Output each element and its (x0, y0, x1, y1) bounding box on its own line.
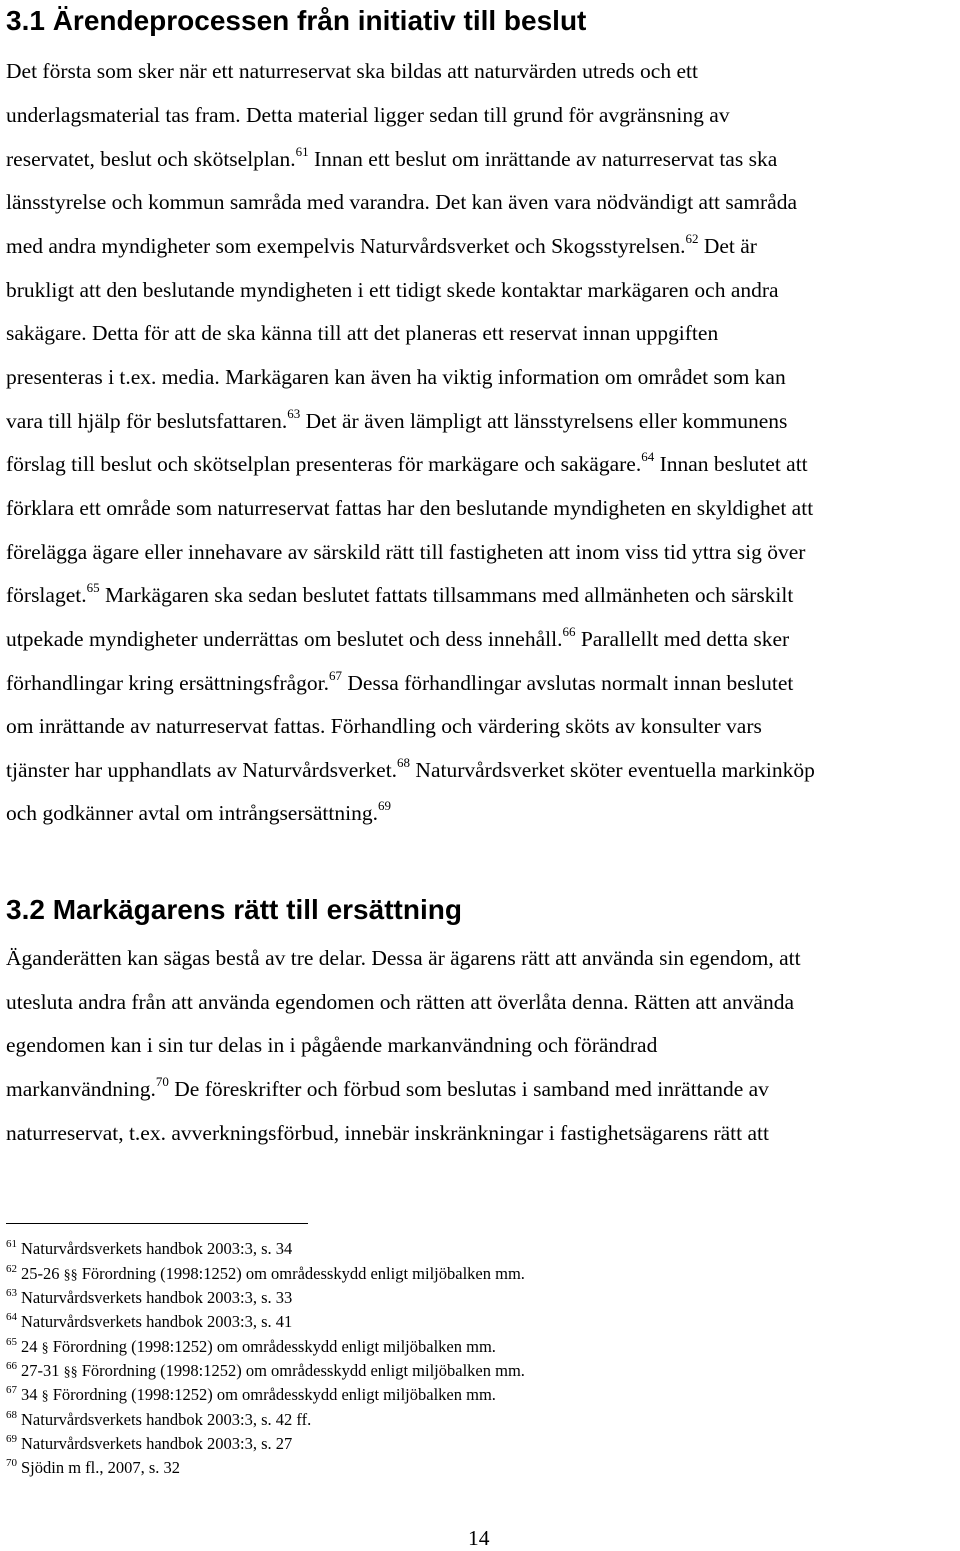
footnote: $^{65}$ 24 § Förordning (1998:1252) om områdesskydd enligt miljöbalken mm. (6, 1336, 496, 1356)
footnote: $^{61}$ Naturvårdsverkets handbok 2003:3, s. 34 (6, 1238, 293, 1258)
text-line: om inrättande av naturreservat fattas. Förhandling och värdering sköts av konsulter vars (6, 714, 762, 738)
text-line: förelägga ägare eller innehavare av särskild rätt till fastigheten att inom viss tid yttra sig över (6, 540, 806, 564)
text-line: förklara ett område som naturreservat fattas har den beslutande myndigheten en skyldighet att (6, 496, 814, 520)
text-line: underlagsmaterial tas fram. Detta material ligger sedan till grund för avgränsning av (6, 103, 730, 127)
text-line: naturreservat, t.ex. avverkningsförbud, innebär inskränkningar i fastighetsägarens rätt att (6, 1121, 769, 1145)
footnote: $^{70}$ Sjödin m fl., 2007, s. 32 (6, 1457, 181, 1477)
text-line: tjänster har upphandlats av Naturvårdsverket.$^{68}$ Naturvårdsverket sköter eventuella markinköp (6, 755, 815, 782)
footnote: $^{66}$ 27-31 §§ Förordning (1998:1252) om områdesskydd enligt miljöbalken mm. (6, 1360, 525, 1380)
text-line: utesluta andra från att använda egendomen och rätten att överlåta denna. Rätten att använda (6, 990, 794, 1014)
text-line: förslag till beslut och skötselplan presenteras för markägare och sakägare.$^{64}$ Innan beslutet att (6, 449, 808, 476)
text-line: utpekade myndigheter underrättas om beslutet och dess innehåll.$^{66}$ Parallellt med detta sker (6, 624, 790, 651)
text-line: förslaget.$^{65}$ Markägaren ska sedan beslutet fattats tillsammans med allmänheten och särskilt (6, 580, 794, 607)
section-heading-3-1: 3.1 Ärendeprocessen från initiativ till beslut (6, 5, 587, 36)
footnote: $^{64}$ Naturvårdsverkets handbok 2003:3, s. 41 (6, 1311, 293, 1331)
text-line: förhandlingar kring ersättningsfrågor.$^{67}$ Dessa förhandlingar avslutas normalt innan beslutet (6, 668, 794, 695)
text-line: brukligt att den beslutande myndigheten i ett tidigt skede kontaktar markägaren och andra (6, 278, 779, 302)
text-line: Äganderätten kan sägas bestå av tre delar. Dessa är ägarens rätt att använda sin egendom, att (6, 946, 801, 970)
text-line: länsstyrelse och kommun samråda med varandra. Det kan även vara nödvändigt att samråda (6, 190, 798, 214)
footnote: $^{62}$ 25-26 §§ Förordning (1998:1252) om områdesskydd enligt miljöbalken mm. (6, 1263, 525, 1283)
text-line: reservatet, beslut och skötselplan.$^{61}$ Innan ett beslut om inrättande av naturreservat tas ska (6, 144, 778, 171)
footnote-separator (6, 1223, 308, 1224)
footnote-ref: 66 (562, 624, 576, 639)
footnote: $^{69}$ Naturvårdsverkets handbok 2003:3, s. 27 (6, 1433, 293, 1453)
footnote-ref: 70 (155, 1074, 169, 1089)
page-number: 14 (468, 1526, 490, 1550)
text-line: och godkänner avtal om intrångsersättning.$^{69}$ (6, 798, 391, 825)
text-line: med andra myndigheter som exempelvis Naturvårdsverket och Skogsstyrelsen.$^{62}$ Det är (6, 231, 757, 258)
footnote-ref: 64 (641, 449, 655, 464)
footnote: $^{67}$ 34 § Förordning (1998:1252) om områdesskydd enligt miljöbalken mm. (6, 1384, 496, 1404)
text-line: presenteras i t.ex. media. Markägaren kan även ha viktig information om området som kan (6, 365, 786, 389)
footnote-ref: 61 (295, 144, 309, 159)
footnote-ref: 62 (685, 231, 699, 246)
section-heading-3-2: 3.2 Markägarens rätt till ersättning (6, 894, 462, 925)
footnote: $^{68}$ Naturvårdsverkets handbok 2003:3, s. 42 ff. (6, 1409, 312, 1429)
footnote-ref: 67 (329, 668, 343, 683)
footnote-ref: 68 (397, 755, 411, 770)
footnote-ref: 69 (377, 798, 391, 813)
text-line: vara till hjälp för beslutsfattaren.$^{63}$ Det är även lämpligt att länsstyrelsens eller kommunens (6, 406, 788, 433)
footnote-ref: 63 (287, 406, 301, 421)
text-line: sakägare. Detta för att de ska känna till att det planeras ett reservat innan uppgiften (6, 321, 719, 345)
text-line: markanvändning.$^{70}$ De föreskrifter och förbud som beslutas i samband med inrättande av (6, 1074, 769, 1101)
text-line: Det första som sker när ett naturreservat ska bildas att naturvärden utreds och ett (6, 59, 698, 83)
footnote: $^{63}$ Naturvårdsverkets handbok 2003:3, s. 33 (6, 1287, 293, 1307)
text-line: egendomen kan i sin tur delas in i pågående markanvändning och förändrad (6, 1033, 658, 1057)
footnote-ref: 65 (86, 580, 100, 595)
